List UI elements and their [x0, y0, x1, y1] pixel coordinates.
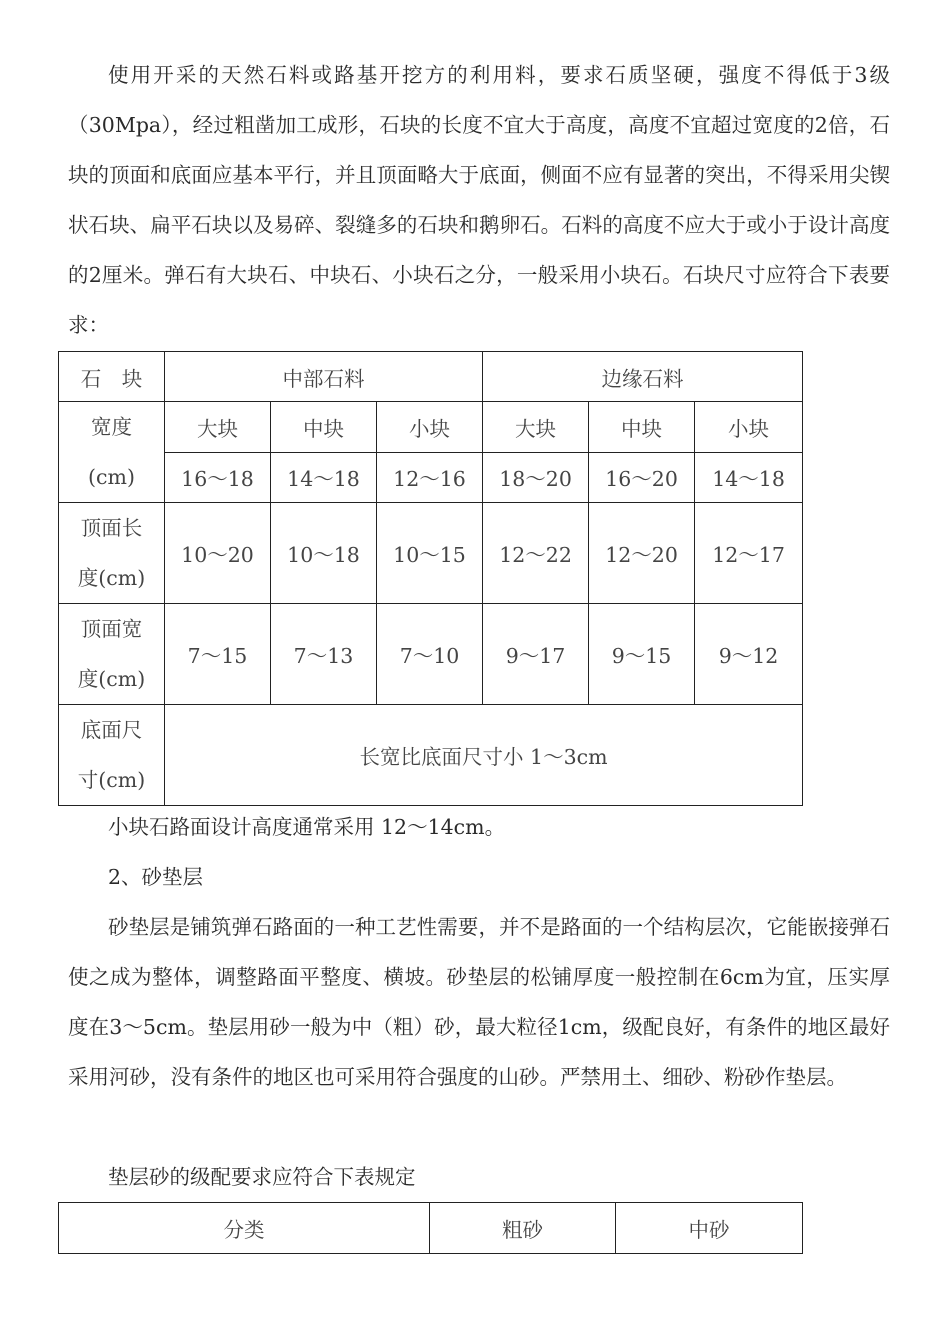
bottom-size-value: 长宽比底面尺寸小 1～3cm [165, 705, 803, 806]
section-title-sand-layer: 2、砂垫层 [108, 865, 204, 889]
table-row [59, 452, 803, 503]
table-cell: 10～18 [271, 503, 377, 604]
row-label-line: 度(cm) [77, 566, 146, 590]
row-label-line: 寸(cm) [77, 768, 146, 792]
note-sand-grading: 垫层砂的级配要求应符合下表规定 [108, 1165, 416, 1189]
table-row [59, 1203, 803, 1254]
table-cell: 18～20 [483, 452, 589, 503]
row-label-line: 顶面宽 [80, 617, 143, 641]
header-coarse-sand: 粗砂 [430, 1203, 616, 1254]
table-cell: 9～12 [695, 604, 803, 705]
table-cell: 12～16 [377, 452, 483, 503]
size-header: 中块 [589, 402, 695, 453]
row-label-top-width [59, 604, 165, 705]
table-row [59, 503, 803, 604]
table-corner-header: 石 块 [59, 352, 165, 402]
size-header: 小块 [695, 402, 803, 453]
row-label-line: (cm) [88, 465, 135, 489]
table-cell: 9～17 [483, 604, 589, 705]
row-label-line: 顶面长 [80, 516, 143, 540]
table-row [59, 604, 803, 705]
size-header: 中块 [271, 402, 377, 453]
table-row [59, 402, 803, 453]
table-cell: 9～15 [589, 604, 695, 705]
table-cell: 16～20 [589, 452, 695, 503]
table-cell: 12～17 [695, 503, 803, 604]
row-label-line: 底面尺 [80, 718, 143, 742]
table-cell: 7～10 [377, 604, 483, 705]
table-cell: 16～18 [165, 452, 271, 503]
note-small-stone-height: 小块石路面设计高度通常采用 12～14cm。 [108, 815, 506, 839]
stone-size-table [58, 351, 803, 806]
row-label-line: 宽度 [91, 415, 132, 439]
group-header-edge: 边缘石料 [483, 352, 803, 402]
table-cell: 10～20 [165, 503, 271, 604]
table-cell: 7～15 [165, 604, 271, 705]
table-cell: 14～18 [695, 452, 803, 503]
size-header: 小块 [377, 402, 483, 453]
table-row [59, 352, 803, 402]
table-cell: 12～20 [589, 503, 695, 604]
table-cell: 14～18 [271, 452, 377, 503]
row-label-top-length [59, 503, 165, 604]
header-category: 分类 [59, 1203, 430, 1254]
sand-layer-paragraph: 砂垫层是铺筑弹石路面的一种工艺性需要，并不是路面的一个结构层次，它能嵌接弹石使之成为整体，调整路面平整度、横坡。砂垫层的松铺厚度一般控制在6cm为宜，压实厚度在3～5cm。垫层用砂一般为中（粗）砂，最大粒径1cm，级配良好，有条件的地区最好采用河砂，没有条件的地区也可采用符合强度的山砂。严禁用土、细砂、粉砂作垫层。 [68, 915, 890, 1089]
table-cell: 7～13 [271, 604, 377, 705]
row-label-line: 度(cm) [77, 667, 146, 691]
table-cell: 12～22 [483, 503, 589, 604]
intro-paragraph: 使用开采的天然石料或路基开挖方的利用料，要求石质坚硬，强度不得低于3级（30Mpa），经过粗凿加工成形，石块的长度不宜大于高度，高度不宜超过宽度的2倍，石块的顶面和底面应基本平行，并且顶面略大于底面，侧面不应有显著的突出，不得采用尖锲状石块、扁平石块以及易碎、裂缝多的石块和鹅卵石。石料的高度不应大于或小于设计高度的2厘米。弹石有大块石、中块石、小块石之分，一般采用小块石。石块尺寸应符合下表要求： [68, 63, 890, 337]
size-header: 大块 [165, 402, 271, 453]
group-header-middle: 中部石料 [165, 352, 483, 402]
header-medium-sand: 中砂 [616, 1203, 803, 1254]
table-row [59, 705, 803, 806]
size-header: 大块 [483, 402, 589, 453]
table-cell: 10～15 [377, 503, 483, 604]
sand-grading-table [58, 1202, 803, 1254]
row-label-width [59, 402, 165, 503]
row-label-bottom-size [59, 705, 165, 806]
